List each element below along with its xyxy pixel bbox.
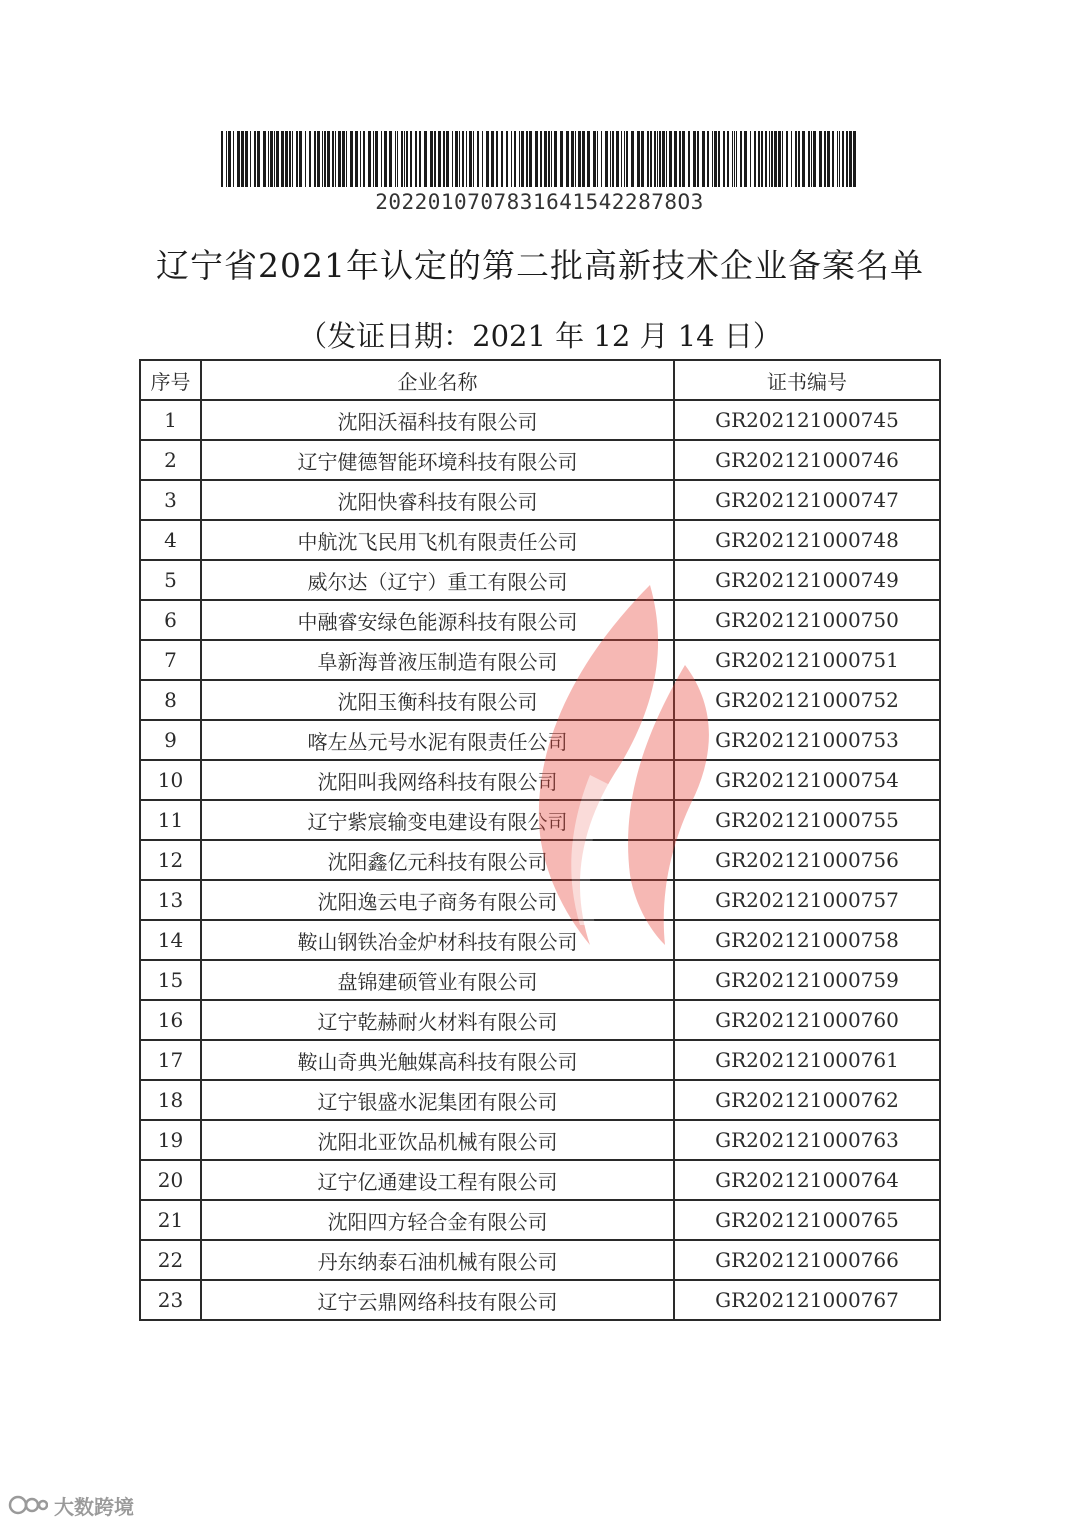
barcode-bar [395, 131, 396, 187]
barcode-bar [305, 131, 306, 187]
header-seq: 序号 [140, 360, 201, 400]
row-company-name: 鞍山奇典光触媒高科技有限公司 [201, 1040, 674, 1080]
barcode-bar [299, 131, 302, 187]
row-company-name: 沈阳叫我网络科技有限公司 [201, 760, 674, 800]
row-certificate-number: GR202121000749 [674, 560, 940, 600]
barcode-bar [575, 131, 576, 187]
table-row [140, 1080, 940, 1120]
barcode-bar [554, 131, 557, 187]
header-certificate-number: 证书编号 [674, 360, 940, 400]
barcode-bar [434, 131, 436, 187]
table-row [140, 480, 940, 520]
barcode-bar [578, 131, 581, 187]
table-row [140, 400, 940, 440]
barcode-bar [732, 131, 733, 187]
barcode-bar [455, 131, 458, 187]
barcode-bar [771, 131, 773, 187]
row-company-name: 丹东纳泰石油机械有限公司 [201, 1240, 674, 1280]
barcode-bar [842, 131, 844, 187]
barcode-bar [624, 131, 625, 187]
row-seq: 9 [140, 720, 201, 760]
row-company-name: 沈阳鑫亿元科技有限公司 [201, 840, 674, 880]
row-seq: 13 [140, 880, 201, 920]
row-seq: 1 [140, 400, 201, 440]
barcode-bar [375, 131, 378, 187]
barcode-bar [736, 131, 737, 187]
barcode-bar [406, 131, 408, 187]
table-header-row [140, 360, 940, 400]
barcode-bar [469, 131, 472, 187]
barcode-bar [702, 131, 705, 187]
barcode-bar [360, 131, 361, 187]
barcode-bar [389, 131, 392, 187]
barcode-bar [228, 131, 231, 187]
barcode-bar [292, 131, 293, 187]
row-company-name: 沈阳逸云电子商务有限公司 [201, 880, 674, 920]
barcode-bar [250, 131, 251, 187]
barcode-bar [795, 131, 797, 187]
barcode-bar [404, 131, 405, 187]
barcode-bar [839, 131, 840, 187]
row-certificate-number: GR202121000748 [674, 520, 940, 560]
barcode-bar [535, 131, 538, 187]
barcode-bar [734, 131, 735, 187]
barcode-bar [519, 131, 520, 187]
barcode-bar [314, 131, 316, 187]
barcode-bar [654, 131, 656, 187]
barcode-bar [798, 131, 800, 187]
row-seq: 19 [140, 1120, 201, 1160]
issue-date: （发证日期：2021 年 12 月 14 日） [298, 319, 782, 353]
barcode-bar [237, 131, 240, 187]
barcode-bar [338, 131, 341, 187]
row-seq: 20 [140, 1160, 201, 1200]
table-row [140, 960, 940, 1000]
row-certificate-number: GR202121000758 [674, 920, 940, 960]
barcode-bar [241, 131, 244, 187]
barcode-bar [544, 131, 547, 187]
row-company-name: 中融睿安绿色能源科技有限公司 [201, 600, 674, 640]
row-seq: 17 [140, 1040, 201, 1080]
barcode-bar [551, 131, 552, 187]
barcode-bar [415, 131, 417, 187]
footer-brand [8, 1490, 134, 1520]
barcode-bar [424, 131, 427, 187]
barcode-bar [496, 131, 498, 187]
barcode-bar [410, 131, 412, 187]
barcode-bar [587, 131, 590, 187]
table-row [140, 1160, 940, 1200]
barcode-bar [477, 131, 479, 187]
barcode-bar [750, 131, 751, 187]
barcode-bar [765, 131, 767, 187]
row-company-name: 辽宁紫宸输变电建设有限公司 [201, 800, 674, 840]
barcode-bar [501, 131, 503, 187]
barcode-bar [342, 131, 345, 187]
row-seq: 22 [140, 1240, 201, 1280]
barcode-bar [610, 131, 611, 187]
barcode-bar [233, 131, 234, 187]
row-company-name: 辽宁乾赫耐火材料有限公司 [201, 1000, 674, 1040]
barcode-bar [744, 131, 747, 187]
barcode-bar [309, 131, 311, 187]
barcode-bar [443, 131, 445, 187]
row-certificate-number: GR202121000755 [674, 800, 940, 840]
row-certificate-number: GR202121000764 [674, 1160, 940, 1200]
barcode-bar [270, 131, 273, 187]
barcode-bar [373, 131, 374, 187]
table-row [140, 520, 940, 560]
barcode-bar [659, 131, 661, 187]
row-company-name: 鞍山钢铁冶金炉材科技有限公司 [201, 920, 674, 960]
barcode-bar [647, 131, 649, 187]
row-seq: 3 [140, 480, 201, 520]
row-seq: 6 [140, 600, 201, 640]
barcode-bar [506, 131, 508, 187]
barcode-bar [381, 131, 382, 187]
barcode-bar [612, 131, 614, 187]
row-company-name: 盘锦建硕管业有限公司 [201, 960, 674, 1000]
barcode-bar [837, 131, 838, 187]
barcode-bar [631, 131, 634, 187]
barcode-bar [712, 131, 713, 187]
barcode-bar [419, 131, 421, 187]
barcode-bar [363, 131, 365, 187]
row-certificate-number: GR202121000757 [674, 880, 940, 920]
row-seq: 4 [140, 520, 201, 560]
barcode-bar [593, 131, 596, 187]
barcode-bar [281, 131, 284, 187]
row-seq: 12 [140, 840, 201, 880]
barcode-bar [761, 131, 763, 187]
barcode-bar [560, 131, 563, 187]
row-company-name: 辽宁云鼎网络科技有限公司 [201, 1280, 674, 1320]
barcode-bar [529, 131, 532, 187]
barcode-bar [758, 131, 760, 187]
row-seq: 21 [140, 1200, 201, 1240]
barcode-bar [802, 131, 805, 187]
row-certificate-number: GR202121000766 [674, 1240, 940, 1280]
barcode-bar [782, 131, 783, 187]
barcode-bar [641, 131, 644, 187]
row-company-name: 沈阳玉衡科技有限公司 [201, 680, 674, 720]
barcode-bar [786, 131, 788, 187]
barcode-bar [621, 131, 622, 187]
barcode-bar [526, 131, 528, 187]
barcode-bar [350, 131, 353, 187]
barcode-bar [597, 131, 598, 187]
row-seq: 23 [140, 1280, 201, 1320]
barcode-bar [727, 131, 729, 187]
barcode-bar [491, 131, 494, 187]
barcode-bar [669, 131, 672, 187]
row-certificate-number: GR202121000745 [674, 400, 940, 440]
row-certificate-number: GR202121000756 [674, 840, 940, 880]
brand-logo-icon [8, 1492, 48, 1518]
barcode-bar [327, 131, 330, 187]
row-company-name: 辽宁亿通建设工程有限公司 [201, 1160, 674, 1200]
row-certificate-number: GR202121000763 [674, 1120, 940, 1160]
barcode-bar [254, 131, 256, 187]
table-row [140, 1000, 940, 1040]
barcode-bar [754, 131, 756, 187]
barcode-bar [718, 131, 720, 187]
row-certificate-number: GR202121000767 [674, 1280, 940, 1320]
barcode-bar [317, 131, 320, 187]
barcode-bar [819, 131, 822, 187]
barcode-bar [511, 131, 512, 187]
row-certificate-number: GR202121000753 [674, 720, 940, 760]
barcode-bar [679, 131, 681, 187]
row-certificate-number: GR202121000765 [674, 1200, 940, 1240]
barcode-bar [514, 131, 516, 187]
row-seq: 2 [140, 440, 201, 480]
row-certificate-number: GR202121000746 [674, 440, 940, 480]
barcode-bar [452, 131, 453, 187]
barcode-bar [486, 131, 489, 187]
row-seq: 10 [140, 760, 201, 800]
row-certificate-number: GR202121000762 [674, 1080, 940, 1120]
barcode-bar [824, 131, 826, 187]
barcode-bar [811, 131, 812, 187]
barcode-bar [813, 131, 816, 187]
barcode-bar [740, 131, 742, 187]
barcode-bar [832, 131, 834, 187]
barcode-bar [324, 131, 326, 187]
barcode-bar [346, 131, 347, 187]
barcode-bar [693, 131, 696, 187]
barcode-bar [540, 131, 542, 187]
header-company-name: 企业名称 [201, 360, 674, 400]
row-seq: 8 [140, 680, 201, 720]
row-company-name: 中航沈飞民用飞机有限责任公司 [201, 520, 674, 560]
row-certificate-number: GR202121000760 [674, 1000, 940, 1040]
barcode-bar [566, 131, 569, 187]
table-row [140, 1240, 940, 1280]
barcode-bar [332, 131, 334, 187]
barcode-bar [257, 131, 260, 187]
barcode-bar [778, 131, 781, 187]
barcode-bar [245, 131, 248, 187]
barcode-bar [723, 131, 725, 187]
row-seq: 7 [140, 640, 201, 680]
barcode-bar [774, 131, 777, 187]
barcode-bar [285, 131, 288, 187]
barcode-bar [473, 131, 474, 187]
barcode-bar [616, 131, 619, 187]
barcode-bar [446, 131, 449, 187]
barcode-bar [397, 131, 398, 187]
barcode-bar [791, 131, 792, 187]
barcode-bar [714, 131, 717, 187]
footer-brand-text: 大数跨境 [54, 1494, 134, 1519]
row-company-name: 沈阳四方轻合金有限公司 [201, 1200, 674, 1240]
barcode-bar [657, 131, 658, 187]
barcode-bar [482, 131, 483, 187]
barcode-bar [296, 131, 298, 187]
barcode-bar [688, 131, 690, 187]
row-seq: 18 [140, 1080, 201, 1120]
row-company-name: 沈阳沃福科技有限公司 [201, 400, 674, 440]
barcode-bar [650, 131, 652, 187]
barcode-bar [769, 131, 770, 187]
barcode-bar [682, 131, 685, 187]
barcode-bar [582, 131, 585, 187]
barcode-bar [322, 131, 323, 187]
barcode-bar [697, 131, 699, 187]
row-company-name: 阜新海普液压制造有限公司 [201, 640, 674, 680]
table-row [140, 1280, 940, 1320]
row-certificate-number: GR202121000752 [674, 680, 940, 720]
row-certificate-number: GR202121000747 [674, 480, 940, 520]
barcode-bar [276, 131, 279, 187]
row-seq: 11 [140, 800, 201, 840]
barcode-bar [666, 131, 667, 187]
barcode-bar [466, 131, 467, 187]
barcode-bar [263, 131, 266, 187]
row-company-name: 沈阳北亚饮品机械有限公司 [201, 1120, 674, 1160]
torch-watermark-icon [470, 575, 730, 955]
barcode-bar [827, 131, 830, 187]
barcode-bar [849, 131, 852, 187]
barcode-bar [808, 131, 810, 187]
row-company-name: 辽宁银盛水泥集团有限公司 [201, 1080, 674, 1120]
document-title: 辽宁省2021年认定的第二批高新技术企业备案名单 [156, 246, 924, 285]
barcode-bar [368, 131, 371, 187]
row-seq: 5 [140, 560, 201, 600]
table-row [140, 440, 940, 480]
table-row [140, 1120, 940, 1160]
barcode-bar [430, 131, 433, 187]
barcode-number: 20220107078316415422878O3 [375, 190, 704, 214]
table-row [140, 1040, 940, 1080]
barcode-bar [853, 131, 856, 187]
row-seq: 14 [140, 920, 201, 960]
table-row [140, 1200, 940, 1240]
row-company-name: 威尔达（辽宁）重工有限公司 [201, 560, 674, 600]
barcode-bar [459, 131, 460, 187]
row-company-name: 辽宁健德智能环境科技有限公司 [201, 440, 674, 480]
row-certificate-number: GR202121000751 [674, 640, 940, 680]
barcode-bar [521, 131, 524, 187]
barcode-bar [221, 131, 223, 187]
row-certificate-number: GR202121000754 [674, 760, 940, 800]
row-company-name: 沈阳快睿科技有限公司 [201, 480, 674, 520]
barcode-bar [289, 131, 291, 187]
barcode-bar [662, 131, 665, 187]
barcode-bar [335, 131, 336, 187]
barcode-bar [548, 131, 550, 187]
barcode-bar [674, 131, 677, 187]
row-certificate-number: GR202121000761 [674, 1040, 940, 1080]
barcode-bar [601, 131, 602, 187]
barcode-bar [626, 131, 628, 187]
row-certificate-number: GR202121000759 [674, 960, 940, 1000]
barcode-bar [355, 131, 358, 187]
barcode-bar [462, 131, 464, 187]
barcode-bar [707, 131, 709, 187]
barcode-bar [846, 131, 848, 187]
row-seq: 15 [140, 960, 201, 1000]
barcode-bar [384, 131, 387, 187]
barcode-bar [605, 131, 608, 187]
row-company-name: 喀左丛元号水泥有限责任公司 [201, 720, 674, 760]
barcode [221, 131, 858, 187]
barcode-bar [438, 131, 441, 187]
barcode-bar [637, 131, 640, 187]
barcode-bar [401, 131, 403, 187]
row-certificate-number: GR202121000750 [674, 600, 940, 640]
row-seq: 16 [140, 1000, 201, 1040]
barcode-bar [268, 131, 269, 187]
barcode-bar [274, 131, 275, 187]
barcode-bar [571, 131, 574, 187]
barcode-bar [226, 131, 227, 187]
